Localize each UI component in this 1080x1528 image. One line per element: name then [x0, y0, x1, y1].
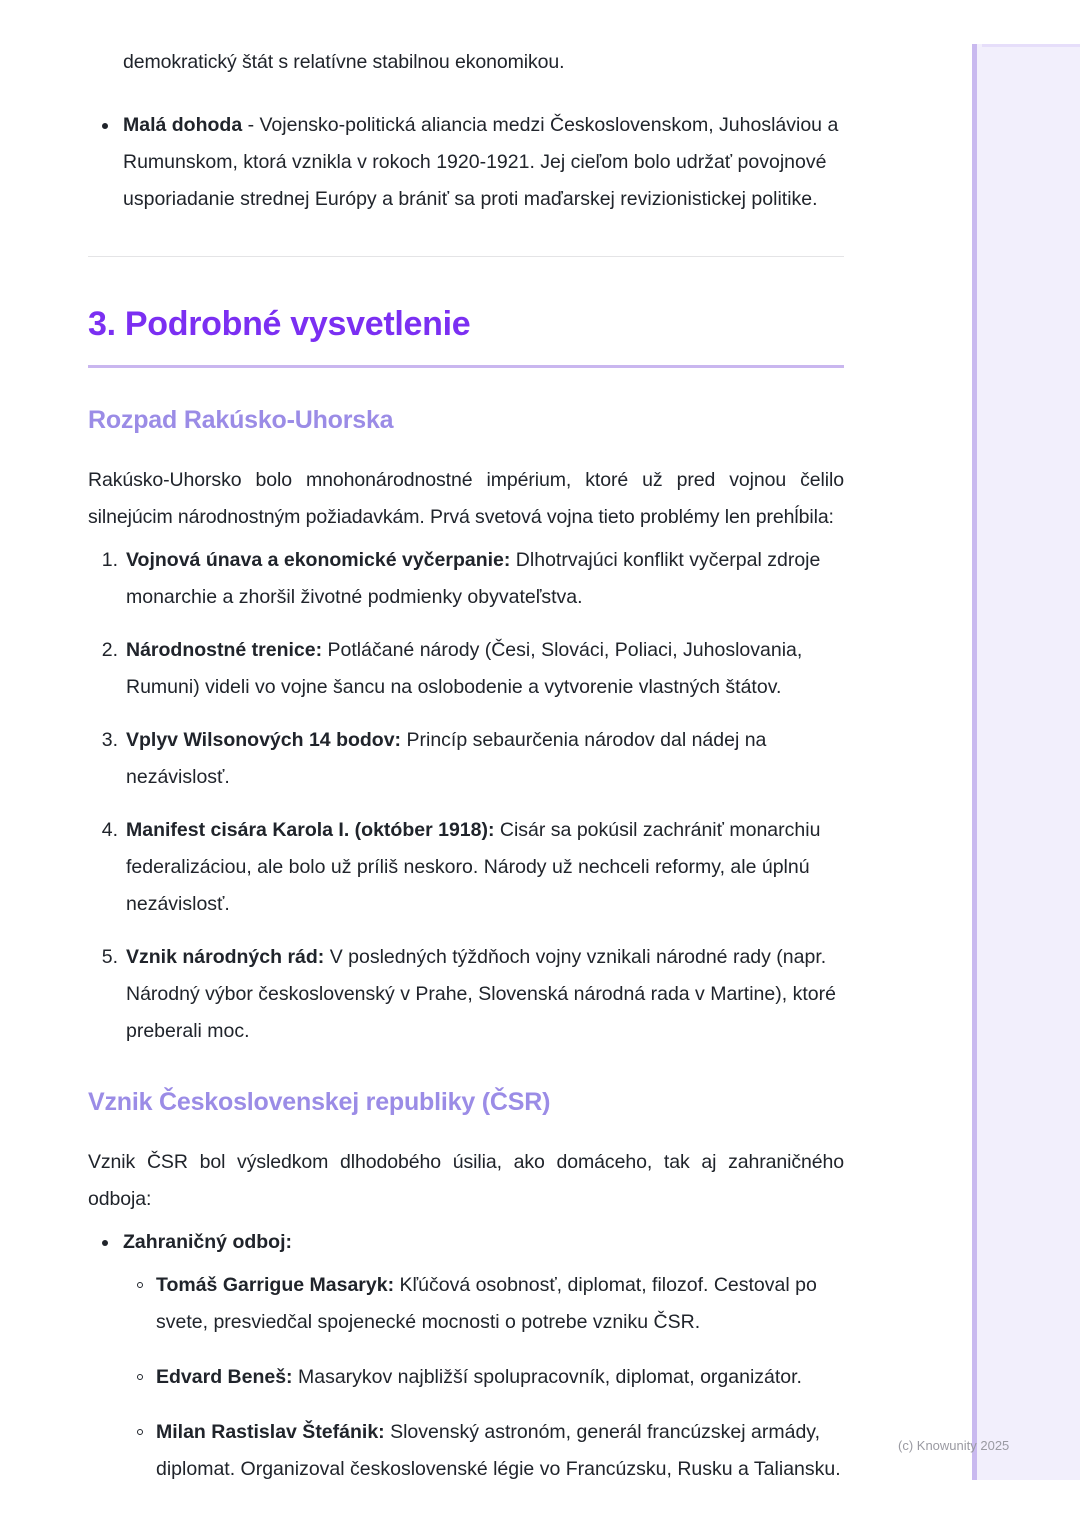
list-item-term: Edvard Beneš: [156, 1366, 293, 1388]
intro-bullet-list [88, 107, 844, 218]
list-item-body: Dlhotrvajúci konflikt vyčerpal zdroje monarchie a zhoršil životné podmienky obyvateľstva. [126, 549, 821, 608]
list-item-body: Slovenský astronóm, generál francúzskej armády, diplomat. Organizoval československé légie vo Francúzsku, Rusku a Taliansku. [156, 1421, 841, 1480]
list-item-term: Národnostné trenice: [126, 639, 323, 661]
subsection-paragraph-vznik: Vznik ČSR bol výsledkom dlhodobého úsilia, ako domáceho, tak aj zahraničného odboja: [88, 1151, 844, 1210]
list-item-term: Vplyv Wilsonových 14 bodov: [126, 729, 402, 751]
table-row [88, 939, 844, 1050]
list-item-body: - Vojensko-politická aliancia medzi Československom, Juhosláviou a Rumunskom, ktorá vznikla v rokoch 1920-1921. Jej cieľom bolo udržať povojnové usporiadanie strednej Európy a brániť sa proti maďarskej revizionistickej politike. [123, 114, 839, 210]
table-row [88, 632, 844, 706]
numbered-list-rozpad [88, 542, 844, 1050]
decorative-side-panel [972, 44, 1080, 1480]
list-item-term: Zahraničný odboj: [123, 1231, 293, 1253]
list-item-term: Tomáš Garrigue Masaryk: [156, 1274, 395, 1296]
table-row [88, 542, 844, 616]
list-item-term: Milan Rastislav Štefánik: [156, 1421, 385, 1443]
list-item [123, 1414, 844, 1488]
section-title-underline [88, 365, 844, 368]
list-item [123, 1359, 844, 1396]
continued-paragraph: demokratický štát s relatívne stabilnou ekonomikou. [123, 51, 565, 73]
table-row [88, 722, 844, 796]
subsection-title-rozpad: Rozpad Rakúsko-Uhorska [88, 406, 394, 434]
list-item-body: Cisár sa pokúsil zachrániť monarchiu federalizáciou, ale bolo už príliš neskoro. Národy už nechceli reformy, ale úplnú nezávislosť. [126, 819, 821, 915]
list-item-term: Vznik národných rád: [126, 946, 325, 968]
list-item-term: Manifest cisára Karola I. (október 1918): [126, 819, 495, 841]
copyright-watermark: (c) Knowunity 2025 [898, 1438, 1010, 1453]
side-panel-top-line [982, 44, 1080, 47]
table-row [88, 812, 844, 923]
section-title: 3. Podrobné vysvetlenie [88, 305, 471, 343]
list-item-body: V posledných týždňoch vojny vznikali národné rady (napr. Národný výbor československý v Prahe, Slovenská národná rada v Martine), ktoré preberali moc. [126, 946, 836, 1042]
list-item-body: Potláčané národy (Česi, Slováci, Poliaci, Juhoslovania, Rumuni) videli vo vojne šancu na oslobodenie a vytvorenie vlastných štátov. [126, 639, 803, 698]
list-item [123, 1267, 844, 1341]
nested-bullet-list-osobnosti [123, 1267, 844, 1488]
bullet-list-odboj [88, 1224, 844, 1488]
section-divider [88, 256, 844, 257]
list-item [88, 1224, 844, 1488]
list-item-body: Kľúčová osobnosť, diplomat, filozof. Cestoval po svete, presviedčal spojenecké mocnosti o potrebe vzniku ČSR. [156, 1274, 817, 1333]
list-item-body: Princíp sebaurčenia národov dal nádej na nezávislosť. [126, 729, 767, 788]
list-item-body: Masarykov najbližší spolupracovník, diplomat, organizátor. [292, 1366, 802, 1388]
subsection-title-vznik: Vznik Československej republiky (ČSR) [88, 1088, 551, 1116]
list-item [88, 107, 844, 218]
list-item-term: Malá dohoda [123, 114, 243, 136]
subsection-paragraph-rozpad: Rakúsko-Uhorsko bolo mnohonárodnostné impérium, ktoré už pred vojnou čelilo silnejúcim národnostným požiadavkám. Prvá svetová vojna tieto problémy len prehĺbila: [88, 469, 844, 528]
list-item-term: Vojnová únava a ekonomické vyčerpanie: [126, 549, 511, 571]
